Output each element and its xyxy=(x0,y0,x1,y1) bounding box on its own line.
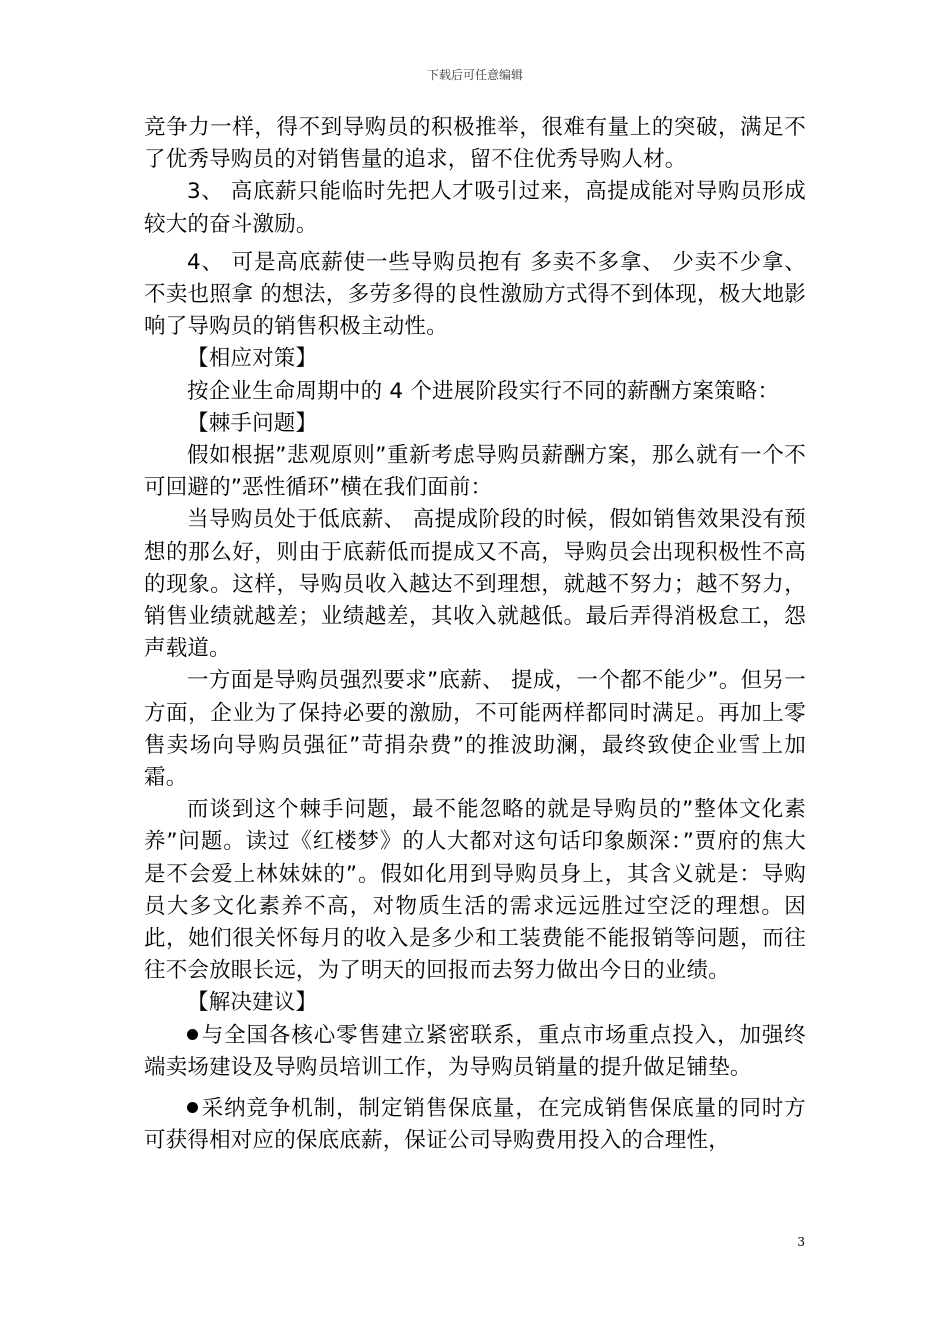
page-header: 下载后可任意编辑 xyxy=(426,68,523,82)
paragraph-strategy: 按企业生命周期中的 4 个进展阶段实行不同的薪酬方案策略： xyxy=(187,378,780,404)
paragraph-point-3: 3、 高底薪只能临时先把人才吸引过来，高提成能对导购员形成较大的奋斗激励。 xyxy=(144,179,806,237)
section-heading-suggestion: 【解决建议】 xyxy=(187,990,318,1016)
bullet-dot-icon xyxy=(187,1029,198,1040)
page-number: 3 xyxy=(797,1235,805,1249)
paragraph-continuation: 竞争力一样，得不到导购员的积极推举，很难有量上的突破，满足不了优秀导购员的对销售量的追求，留不住优秀导购人材。 xyxy=(144,115,806,173)
bullet-dot-icon xyxy=(187,1102,198,1113)
paragraph-contradiction: 一方面是导购员强烈要求”底薪、 提成，一个都不能少”。但另一方面，企业为了保持必要的激励，不可能两样都同时满足。再加上零售卖场向导购员强征”苛捐杂费”的推波助澜，最终致使企业雪上加霜。 xyxy=(144,668,806,791)
paragraph-low-salary: 当导购员处于低底薪、 高提成阶段的时候，假如销售效果没有预想的那么好，则由于底薪低而提成又不高，导购员会出现积极性不高的现象。这样，导购员收入越达不到理想，就越不努力；越不努力，销售业绩就越差；业绩越差，其收入就越低。最后弄得消极怠工，怨声载道。 xyxy=(144,507,806,662)
paragraph-culture: 而谈到这个棘手问题，最不能忽略的就是导购员的”整体文化素养”问题。读过《红楼梦》的人大都对这句话印象颇深：”贾府的焦大是不会爱上林妹妹的”。假如化用到导购员身上，其含义就是：导购员大多文化素养不高，对物质生活的需求远远胜过空泛的理想。因此，她们很关怀每月的收入是多少和工装费能不能报销等问题，而往往不会放眼长远，为了明天的回报而去努力做出今日的业绩。 xyxy=(144,797,806,984)
bullet-item xyxy=(144,1020,806,1084)
bullet-text: 采纳竞争机制，制定销售保底量，在完成销售保底量的同时方可获得相对应的保底底薪，保证公司导购费用投入的合理性， xyxy=(144,1096,806,1154)
paragraph-point-4: 4、 可是高底薪使一些导购员抱有 多卖不多拿、 少卖不少拿、 不卖也照拿 的想法，多劳多得的良性激励方式得不到体现，极大地影响了导购员的销售积极主动性。 xyxy=(144,249,806,340)
section-heading-problem: 【棘手问题】 xyxy=(187,410,318,436)
document-body xyxy=(144,112,806,1158)
paragraph-pessimistic: 假如根据”悲观原则”重新考虑导购员薪酬方案，那么就有一个不可回避的”恶性循环”横在我们面前： xyxy=(144,443,806,501)
bullet-text: 与全国各核心零售建立紧密联系，重点市场重点投入，加强终端卖场建设及导购员培训工作，为导购员销量的提升做足铺垫。 xyxy=(144,1022,806,1080)
bullet-item xyxy=(144,1093,806,1157)
section-heading-countermeasure: 【相应对策】 xyxy=(187,346,318,372)
